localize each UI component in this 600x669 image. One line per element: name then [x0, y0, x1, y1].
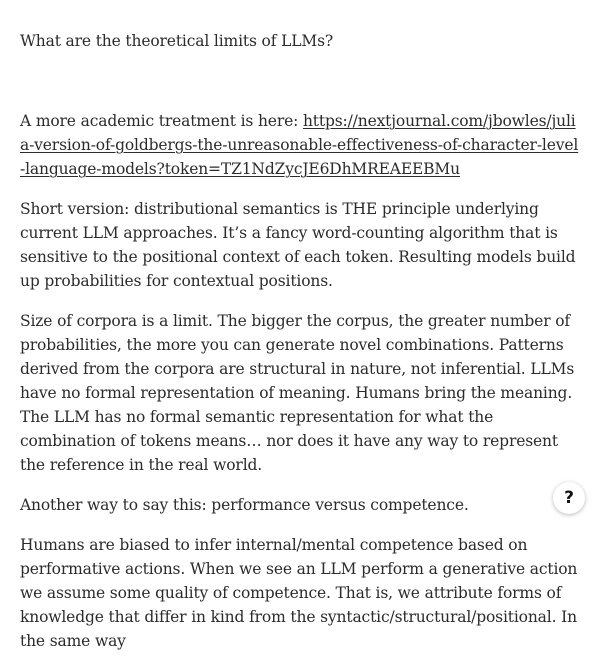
help-button[interactable] — [553, 482, 585, 514]
question-mark-icon: ? — [564, 488, 574, 508]
answer-content — [20, 29, 580, 669]
nextjournal-link[interactable]: https://nextjournal.com/jbowles/julia-version-of-goldbergs-the-unreasonable-effectiveness-of-character-level-language-models?token=TZ1NdZycJE6DhMREAEEBMu — [20, 112, 579, 178]
answer-paragraph-corpora: Size of corpora is a limit. The bigger the corpus, the greater number of probabilities, the more you can generate novel combinations. Patterns derived from the corpora are structural in nature, not inferential. LLMs have no formal representation of meaning. Humans bring the meaning. The LLM has no formal semantic representation for what the combination of tokens means… nor does it have any way to represent the reference in the real world. — [20, 312, 575, 474]
answer-paragraph-short-version: Short version: distributional semantics is THE principle underlying current LLM approaches. It’s a fancy word-counting algorithm that is sensitive to the positional context of each token. Resulting models build up probabilities for contextual positions. — [20, 200, 576, 290]
answer-paragraph-performance: Another way to say this: performance versus competence. — [20, 496, 469, 514]
intro-text: A more academic treatment is here: — [20, 112, 303, 130]
answer-paragraph-humans: Humans are biased to infer internal/mental competence based on performative actions. When we see an LLM perform a generative action we assume some quality of competence. That is, we attribute forms of knowledge that differ in kind from the syntactic/structural/positional. In the same way — [20, 536, 578, 650]
intro-paragraph — [20, 109, 580, 181]
question-title: What are the theoretical limits of LLMs? — [20, 32, 334, 50]
